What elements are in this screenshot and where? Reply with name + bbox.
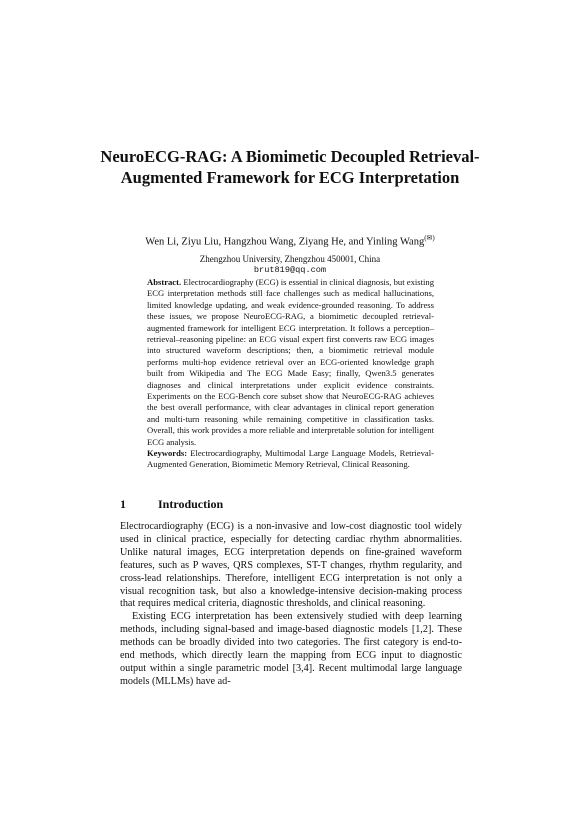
keywords-label: Keywords: bbox=[147, 448, 188, 458]
abstract-text: Electrocardiography (ECG) is essential in clinical diagnosis, but existing ECG interpretation methods still face challenges such as medical hallucinations, limited knowledge updating, and weak evidence-grounded reasoning. To address these issues, we propose NeuroECG-RAG, a biomimetic decoupled retrieval-augmented framework for intelligent ECG interpretation. It follows a perception–retrieval–reasoning pipeline: an ECG visual expert first converts raw ECG images into structured waveform descriptions; then, a biomimetic retrieval module performs multi-hop evidence retrieval over an ECG-oriented knowledge graph built from Wikipedia and The ECG Made Easy; finally, Qwen3.5 generates diagnoses and clinical interpretations under explicit evidence constraints. Experiments on the ECG-Bench core subset show that NeuroECG-RAG achieves the best overall performance, with clear advantages in clinical report generation and multi-turn reasoning while remaining competitive in classification tasks. Overall, this work provides a more reliable and interpretable solution for intelligent ECG analysis. bbox=[147, 277, 434, 447]
paper-title: NeuroECG-RAG: A Biomimetic Decoupled Retrieval-Augmented Framework for ECG Interpretation bbox=[100, 147, 480, 187]
author-list bbox=[60, 232, 520, 249]
author-email: brut819@qq.com bbox=[253, 265, 327, 275]
section-number: 1 bbox=[120, 497, 126, 511]
author-names: Wen Li, Ziyu Liu, Hangzhou Wang, Ziyang He, and Yinling Wang bbox=[145, 236, 425, 248]
intro-paragraph-1: Electrocardiography (ECG) is a non-invasive and low-cost diagnostic tool widely used in clinical practice, especially for detecting cardiac rhythm abnormalities. Unlike natural images, ECG interpretation depends on fine-grained waveform features, such as P waves, QRS complexes, ST-T changes, rhythm regularity, and cross-lead relationships. Therefore, intelligent ECG interpretation is not only a visual recognition task, but also a knowledge-intensive decision-making process that requires medical criteria, diagnostic thresholds, and clinical reasoning. bbox=[120, 521, 462, 610]
section-body bbox=[120, 521, 462, 689]
intro-paragraph-2: Existing ECG interpretation has been extensively studied with deep learning methods, including signal-based and image-based diagnostic models [1,2]. These methods can be broadly divided into two categories. The first category is end-to-end methods, which directly learn the mapping from ECG input to diagnostic output within a single parametric model [3,4]. Recent multimodal large language models (MLLMs) have ad- bbox=[120, 611, 462, 687]
affiliation: Zhengzhou University, Zhengzhou 450001, China bbox=[199, 254, 381, 264]
keywords bbox=[147, 448, 434, 471]
abstract-label: Abstract. bbox=[147, 277, 182, 287]
abstract bbox=[147, 277, 434, 448]
corresponding-author-mark: (✉) bbox=[424, 234, 435, 242]
keywords-text: Electrocardiography, Multimodal Large Language Models, Retrieval-Augmented Generation, Biomimetic Memory Retrieval, Clinical Reasoning. bbox=[147, 448, 434, 470]
section-heading bbox=[120, 497, 480, 512]
section-title: Introduction bbox=[158, 497, 224, 511]
